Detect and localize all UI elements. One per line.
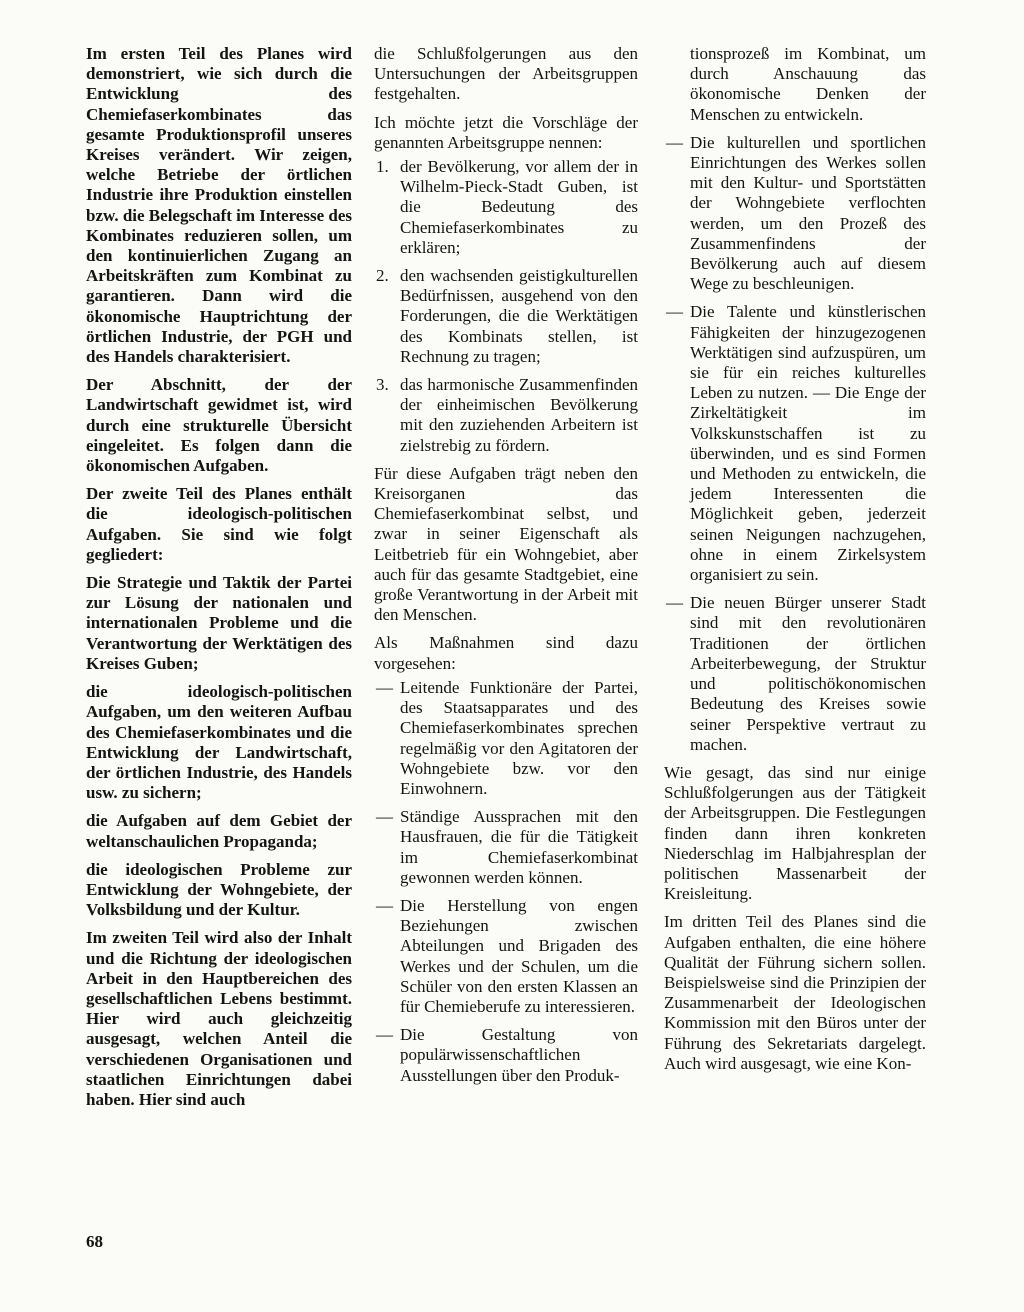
dash-marker: — (376, 1025, 393, 1045)
page-number: 68 (86, 1232, 103, 1251)
list-marker: 3. (376, 375, 389, 395)
paragraph: Als Maßnahmen sind dazu vorgesehen: (374, 633, 638, 673)
column-1 (86, 44, 352, 1118)
dash-marker: — (666, 302, 683, 322)
list-item-text: Die Herstellung von engen Beziehungen zwischen Abteilungen und Brigaden des Werkes und der Schulen, um die Schüler von den ersten Klassen an für Chemieberufe zu interessieren. (400, 895, 638, 1016)
paragraph: die Aufgaben auf dem Gebiet der weltanschaulichen Propaganda; (86, 811, 352, 851)
paragraph-continuation: tionsprozeß im Kombinat, um durch Anschauung das ökonomische Denken der Menschen zu entwickeln. (690, 44, 926, 124)
list-marker: 2. (376, 266, 389, 286)
list-item-text: Leitende Funktionäre der Partei, des Staatsapparates und des Chemiefaserkombinates sprechen regelmäßig vor den Agitatoren der Wohngebiete bzw. vor den Einwohnern. (400, 677, 638, 798)
paragraph: Im ersten Teil des Planes wird demonstriert, wie sich durch die Entwicklung des Chemiefaserkombinates das gesamte Produktionsprofil unseres Kreises verändert. Wir zeigen, welche Betriebe der örtlichen Industrie ihre Produktion einstellen bzw. die Belegschaft im Interesse des Kombinates reduzieren sollen, um den kontinuierlichen Zugang an Arbeitskräften zum Kombinat zu garantieren. Dann wird die ökonomische Hauptrichtung der örtlichen Industrie, der PGH und des Handels charakterisiert. (86, 44, 352, 367)
list-item-text: der Bevölkerung, vor allem der in Wilhelm-Pieck-Stadt Guben, ist die Bedeutung des Chemiefaserkombinates zu erklären; (400, 157, 638, 257)
paragraph: Der zweite Teil des Planes enthält die ideologisch-politischen Aufgaben. Sie sind wie folgt gegliedert: (86, 484, 352, 564)
paragraph: die Schlußfolgerungen aus den Untersuchungen der Arbeitsgruppen festgehalten. (374, 44, 638, 104)
column-3 (664, 44, 926, 1082)
paragraph: Im dritten Teil des Planes sind die Aufgaben enthalten, die eine höhere Qualität der Führung sichern sollen. Beispielsweise sind die Prinzipien der Zusammenarbeit der Ideologischen Kommission mit den Büros unter der Führung des Sekretariats dargelegt. Auch wird ausgesagt, wie eine Kon- (664, 912, 926, 1073)
dash-marker: — (376, 807, 393, 827)
dash-list (664, 133, 926, 755)
paragraph: Die Strategie und Taktik der Partei zur Lösung der nationalen und internationalen Probleme und die Verantwortung der Werktätigen des Kreises Guben; (86, 573, 352, 673)
list-item-text: Ständige Aussprachen mit den Hausfrauen, die für die Tätigkeit im Chemiefaserkombinat gewonnen werden können. (400, 807, 638, 887)
list-item-text: Die Gestaltung von populärwissenschaftlichen Ausstellungen über den Produk- (400, 1025, 638, 1085)
paragraph: Ich möchte jetzt die Vorschläge der genannten Arbeitsgruppe nennen: (374, 112, 638, 152)
list-item (374, 266, 638, 367)
list-item-text: Die kulturellen und sportlichen Einrichtungen des Werkes sollen mit den Kultur- und Sportstätten der Wohngebiete verflochten werden, um den Prozeß des Zusammenfindens der Bevölkerung auch auf diesem Wege zu beschleunigen. (690, 132, 926, 294)
dash-marker: — (376, 677, 393, 697)
list-item (374, 375, 638, 456)
list-item-text: das harmonische Zusammenfinden der einheimischen Bevölkerung mit den zuziehenden Arbeitern ist zielstrebig zu fördern. (400, 375, 638, 455)
paragraph: Wie gesagt, das sind nur einige Schlußfolgerungen aus der Tätigkeit der Arbeitsgruppen. Die Festlegungen finden dann ihren konkreten Niederschlag im Halbjahresplan der politischen Massenarbeit der Kreisleitung. (664, 762, 926, 904)
numbered-list (374, 157, 638, 456)
paragraph: die ideologisch-politischen Aufgaben, um den weiteren Aufbau des Chemiefaserkombinates und die Entwicklung der Landwirtschaft, der örtlichen Industrie, des Handels usw. zu sichern; (86, 682, 352, 803)
list-item (664, 133, 926, 295)
list-item (374, 1025, 638, 1086)
list-item-text: den wachsenden geistigkulturellen Bedürfnissen, ausgehend von den Forderungen, die die Werktätigen des Kombinats stellen, ist Rechnung zu tragen; (400, 266, 638, 366)
list-item (374, 678, 638, 799)
list-item (374, 807, 638, 888)
paragraph: Im zweiten Teil wird also der Inhalt und die Richtung der ideologischen Arbeit in den Hauptbereichen des gesellschaftlichen Lebens bestimmt. Hier wird auch gleichzeitig ausgesagt, welchen Anteil die verschiedenen Organisationen und staatlichen Einrichtungen dabei haben. Hier sind auch (86, 928, 352, 1109)
paragraph: Für diese Aufgaben trägt neben den Kreisorganen das Chemiefaserkombinat selbst, und zwar in seiner Eigenschaft als Leitbetrieb für ein Wohngebiet, aber auch für das gesamte Stadtgebiet, eine große Verantwortung in der Arbeit mit den Menschen. (374, 463, 638, 625)
dash-marker: — (376, 895, 393, 915)
paragraph: Der Abschnitt, der der Landwirtschaft gewidmet ist, wird durch eine strukturelle Übersicht eingeleitet. Es folgen dann die ökonomischen Aufgaben. (86, 375, 352, 476)
dash-marker: — (666, 132, 683, 152)
list-marker: 1. (376, 157, 389, 177)
list-item (664, 593, 926, 755)
dash-marker: — (666, 593, 683, 613)
list-item (374, 157, 638, 258)
list-item-text: Die Talente und künstlerischen Fähigkeiten der hinzugezogenen Werktätigen sind aufzuspüren, um sie für ein reiches kulturelles Leben zu nutzen. — Die Enge der Zirkeltätigkeit im Volkskunstschaffen ist zu überwinden, und es sind Formen und Methoden zu entwickeln, die jedem Interessenten die Möglichkeit geben, jederzeit seinen Neigungen nachzugehen, ohne in einem Zirkelsystem organisiert zu sein. (690, 302, 926, 585)
column-2 (374, 44, 638, 1094)
dash-list (374, 678, 638, 1086)
list-item (374, 896, 638, 1017)
list-item (664, 302, 926, 585)
paragraph: die ideologischen Probleme zur Entwicklung der Wohngebiete, der Volksbildung und der Kultur. (86, 859, 352, 920)
list-item-text: Die neuen Bürger unserer Stadt sind mit den revolutionären Traditionen der örtlichen Arbeiterbewegung, der Struktur und politischökonomischen Bedeutung des Kreises sowie seiner Perspektive vertraut zu machen. (690, 593, 926, 754)
